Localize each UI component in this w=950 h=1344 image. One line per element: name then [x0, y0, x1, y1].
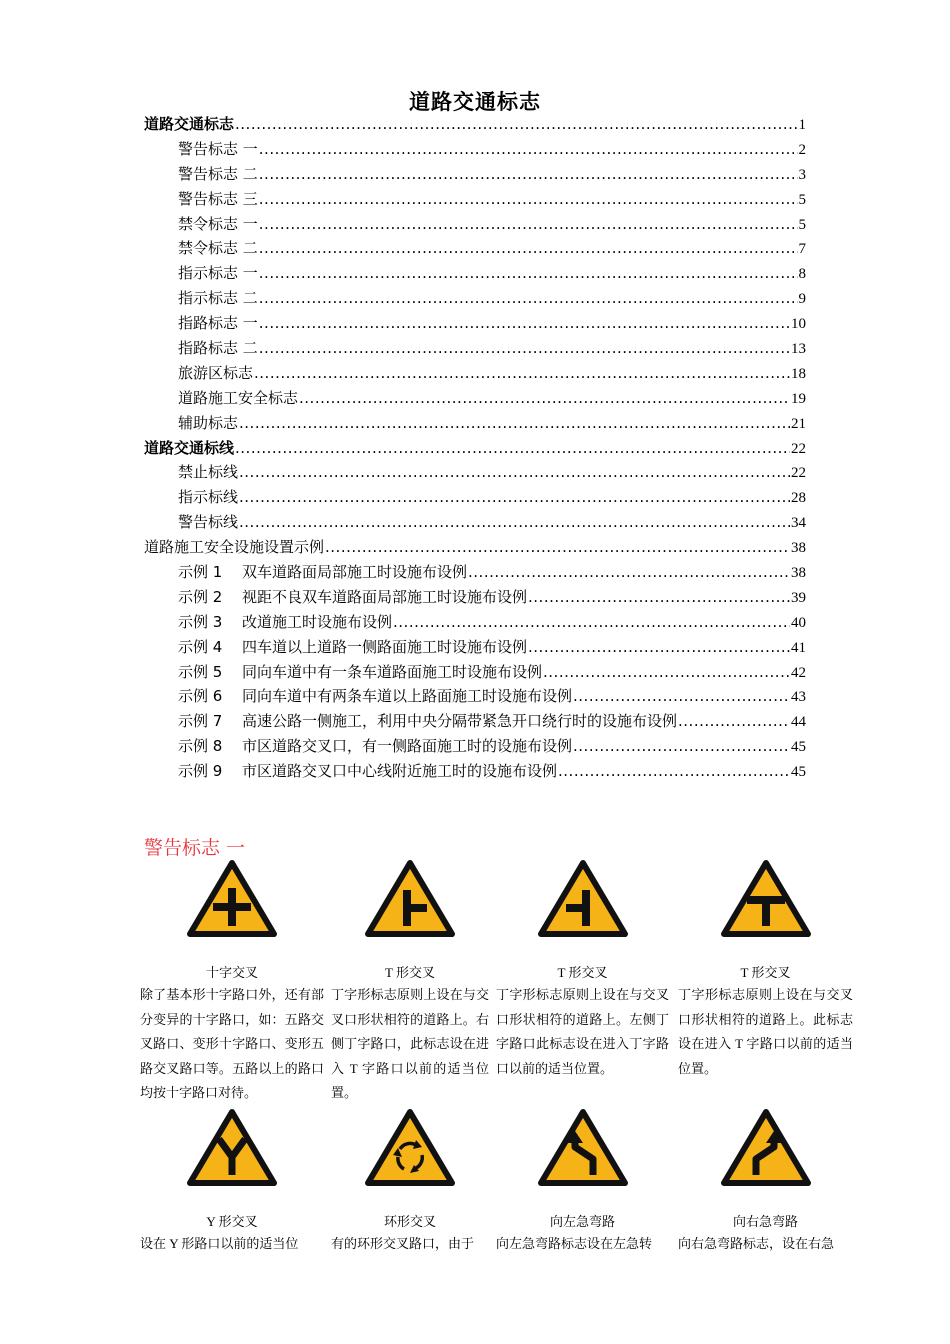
toc-entry-title: 警告标线: [178, 513, 239, 532]
toc-page-number: 2: [798, 141, 806, 158]
sign-name: T 形交叉: [385, 965, 435, 980]
toc-entry[interactable]: [144, 486, 806, 511]
toc-page-number: 39: [791, 589, 806, 606]
toc-entry[interactable]: [144, 387, 806, 412]
sign-description: 丁字形标志原则上设在与交叉口形状相符的道路上。左侧丁字路口此标志设在进入丁字路口以前的适当位置。: [496, 987, 669, 1076]
toc-page-number: 43: [791, 689, 806, 706]
toc-page-number: 10: [791, 316, 806, 333]
toc-leader-dots: [259, 140, 798, 158]
toc-entry-title: 道路施工安全设施设置示例: [144, 538, 325, 557]
toc-entry[interactable]: [144, 412, 806, 437]
toc-entry-title: 禁止标线: [178, 463, 239, 482]
toc-page-number: 5: [798, 216, 806, 233]
toc-entry-text: 市区道路交叉口，有一侧路面施工时的设施布设例: [242, 737, 573, 756]
toc-page-number: 34: [791, 515, 806, 532]
t-junction-left-sign-icon: [496, 858, 669, 940]
toc-entry[interactable]: [144, 661, 806, 686]
toc-page-number: 21: [791, 415, 806, 432]
warning-sign-entry: [331, 1107, 489, 1257]
toc-entry[interactable]: [144, 312, 806, 337]
sign-description: 除了基本形十字路口外，还有部分变异的十字路口，如：五路交叉路口、变形十字路口、变形五路交叉路口等。五路以上的路口均按十字路口对待。: [140, 987, 324, 1100]
toc-leader-dots: [254, 364, 790, 382]
toc-entry[interactable]: [144, 362, 806, 387]
toc-page-number: 40: [791, 614, 806, 631]
crossroads-sign-icon: [140, 858, 324, 940]
toc-entry-text: 四车道以上道路一侧路面施工时设施布设例: [242, 637, 528, 656]
toc-entry[interactable]: [144, 163, 806, 188]
toc-leader-dots: [299, 389, 790, 407]
toc-page-number: 3: [798, 166, 806, 183]
toc-entry-label: 示例 4: [178, 637, 223, 656]
section-heading: 警告标志 一: [144, 837, 246, 859]
toc-entry-title: 指路标志 一: [178, 314, 258, 333]
toc-entry-title: 旅游区标志: [178, 363, 254, 382]
toc-entry-text: 视距不良双车道路面局部施工时设施布设例: [242, 587, 528, 606]
toc-leader-dots: [468, 563, 790, 581]
toc-leader-dots: [239, 488, 790, 506]
toc-leader-dots: [259, 239, 798, 257]
toc-leader-dots: [325, 538, 790, 556]
toc-entry-title: [178, 561, 467, 582]
toc-page-number: 38: [791, 540, 806, 557]
toc-entry[interactable]: [144, 561, 806, 586]
toc-page-number: 5: [798, 191, 806, 208]
t-junction-right-sign-icon: [331, 858, 489, 940]
toc-page-number: 7: [798, 241, 806, 258]
sign-description: 丁字形标志原则上设在与交叉口形状相符的道路上。右侧丁字路口，此标志设在进入 T 字路口以前的适当位置。: [331, 987, 489, 1100]
toc-leader-dots: [573, 687, 790, 705]
toc-entry-text: 同向车道中有一条车道路面施工时设施布设例: [242, 662, 543, 681]
toc-entry-text: 双车道路面局部施工时设施布设例: [242, 563, 468, 582]
toc-leader-dots: [393, 613, 790, 631]
toc-page-number: 19: [791, 390, 806, 407]
toc-leader-dots: [259, 289, 798, 307]
warning-sign-entry: [496, 858, 669, 1081]
toc-entry-label: 示例 8: [178, 737, 223, 756]
toc-leader-dots: [239, 513, 790, 531]
sharp-right-curve-sign-icon: [678, 1107, 853, 1189]
toc-page-number: 13: [791, 341, 806, 358]
toc-entry-title: 警告标志 二: [178, 164, 258, 183]
toc-entry[interactable]: [144, 337, 806, 362]
toc-entry[interactable]: [144, 685, 806, 710]
toc-leader-dots: [678, 712, 790, 730]
warning-sign-entry: [140, 858, 324, 1106]
toc-entry[interactable]: [144, 735, 806, 760]
toc-entry[interactable]: [144, 586, 806, 611]
toc-page-number: 1: [798, 117, 806, 133]
toc-entry-title: 指示标志 二: [178, 289, 258, 308]
toc-entry[interactable]: [144, 237, 806, 262]
toc-entry-title: 道路交通标志: [144, 115, 235, 133]
toc-leader-dots: [235, 115, 797, 133]
toc-entry-title: [178, 611, 392, 632]
toc-entry-title: 指示标志 一: [178, 264, 258, 283]
sign-name: 向右急弯路: [732, 1214, 798, 1229]
sign-description: 向左急弯路标志设在左急转: [496, 1236, 653, 1251]
toc-entry-text: 市区道路交叉口中心线附近施工时的设施布设例: [242, 762, 558, 781]
toc-entry-title: 道路施工安全标志: [178, 388, 299, 407]
toc-entry-text: 改道施工时设施布设例: [242, 612, 393, 631]
toc-entry-label: 示例 5: [178, 662, 223, 681]
toc-entry-label: 示例 9: [178, 762, 223, 781]
toc-entry-title: 辅助标志: [178, 413, 239, 432]
document-title: 道路交通标志: [409, 90, 541, 114]
roundabout-sign-icon: [331, 1107, 489, 1189]
toc-page-number: 22: [791, 465, 806, 482]
toc-page-number: 18: [791, 365, 806, 382]
warning-sign-entry: [678, 858, 853, 1081]
toc-entry[interactable]: [144, 213, 806, 238]
toc-entry[interactable]: [144, 710, 806, 735]
toc-entry-label: 示例 7: [178, 712, 223, 731]
toc-leader-dots: [543, 663, 790, 681]
toc-entry-label: 示例 1: [178, 563, 223, 582]
toc-entry[interactable]: [144, 511, 806, 536]
toc-entry[interactable]: [144, 636, 806, 661]
toc-entry-title: 禁令标志 二: [178, 239, 258, 258]
sign-name: 向左急弯路: [549, 1214, 615, 1229]
toc-leader-dots: [259, 264, 798, 282]
toc-page-number: 45: [791, 739, 806, 756]
sign-name: 环形交叉: [383, 1214, 436, 1229]
toc-entry-title: [178, 636, 527, 657]
toc-page-number: 38: [791, 565, 806, 582]
toc-leader-dots: [528, 588, 790, 606]
toc-entry[interactable]: [144, 760, 806, 785]
toc-leader-dots: [573, 737, 790, 755]
toc-entry-title: [178, 586, 527, 607]
toc-leader-dots: [259, 314, 790, 332]
toc-entry[interactable]: [144, 113, 806, 138]
sign-name: T 形交叉: [557, 965, 608, 980]
toc-leader-dots: [259, 215, 798, 233]
sharp-left-curve-sign-icon: [496, 1107, 669, 1189]
sign-description: 设在 Y 形路口以前的适当位: [140, 1236, 299, 1251]
toc-entry[interactable]: [144, 611, 806, 636]
toc-page-number: 45: [791, 764, 806, 781]
toc-entry[interactable]: [144, 536, 806, 561]
toc-page-number: 8: [798, 266, 806, 283]
toc-page-number: 9: [798, 291, 806, 308]
toc-leader-dots: [259, 190, 798, 208]
warning-sign-entry: [678, 1107, 853, 1257]
toc-entry-title: [178, 760, 557, 781]
toc-entry[interactable]: [144, 138, 806, 163]
toc-entry-title: [178, 685, 572, 706]
toc-leader-dots: [528, 638, 790, 656]
sign-description: 向右急弯路标志，设在右急: [678, 1236, 835, 1251]
warning-sign-entry: [331, 858, 489, 1106]
toc-entry-label: 示例 6: [178, 687, 223, 706]
toc-page-number: 42: [791, 664, 806, 681]
toc-entry[interactable]: [144, 461, 806, 486]
y-junction-sign-icon: [140, 1107, 324, 1189]
sign-name: 十字交叉: [205, 965, 258, 980]
toc-leader-dots: [259, 339, 790, 357]
toc-entry-title: [178, 710, 677, 731]
toc-page-number: 22: [791, 440, 806, 457]
toc-page-number: 28: [791, 490, 806, 507]
warning-sign-entry: [496, 1107, 669, 1257]
warning-sign-entry: [140, 1107, 324, 1257]
toc-entry-title: 指示标线: [178, 488, 239, 507]
toc-leader-dots: [235, 439, 790, 457]
toc-entry[interactable]: [144, 188, 806, 213]
toc-entry-label: 示例 3: [178, 612, 223, 631]
toc-entry-title: [178, 661, 542, 682]
sign-name: Y 形交叉: [206, 1214, 258, 1229]
toc-entry-title: [178, 735, 572, 756]
toc-entry-title: 警告标志 一: [178, 139, 258, 158]
toc-page-number: 44: [791, 714, 806, 731]
toc-leader-dots: [239, 414, 790, 432]
t-junction-sign-icon: [678, 858, 853, 940]
toc-entry-title: 指路标志 二: [178, 339, 258, 358]
toc-entry-label: 示例 2: [178, 587, 223, 606]
sign-name: T 形交叉: [740, 965, 791, 980]
toc-entry[interactable]: [144, 287, 806, 312]
toc-entry-title: 禁令标志 一: [178, 214, 258, 233]
sign-description: 有的环形交叉路口，由于: [331, 1236, 475, 1251]
toc-leader-dots: [558, 762, 790, 780]
toc-entry-text: 高速公路一侧施工，利用中央分隔带紧急开口绕行时的设施布设例: [242, 712, 678, 731]
toc-entry-title: 警告标志 三: [178, 189, 258, 208]
toc-entry[interactable]: [144, 262, 806, 287]
table-of-contents: [144, 113, 806, 785]
toc-entry-text: 同向车道中有两条车道以上路面施工时设施布设例: [242, 687, 573, 706]
toc-page-number: 41: [791, 639, 806, 656]
toc-entry-title: 道路交通标线: [144, 438, 235, 457]
toc-leader-dots: [259, 165, 798, 183]
sign-description: 丁字形标志原则上设在与交叉口形状相符的道路上。此标志设在进入 T 字路口以前的适当位置。: [678, 987, 853, 1076]
toc-entry[interactable]: [144, 437, 806, 462]
toc-leader-dots: [239, 463, 790, 481]
